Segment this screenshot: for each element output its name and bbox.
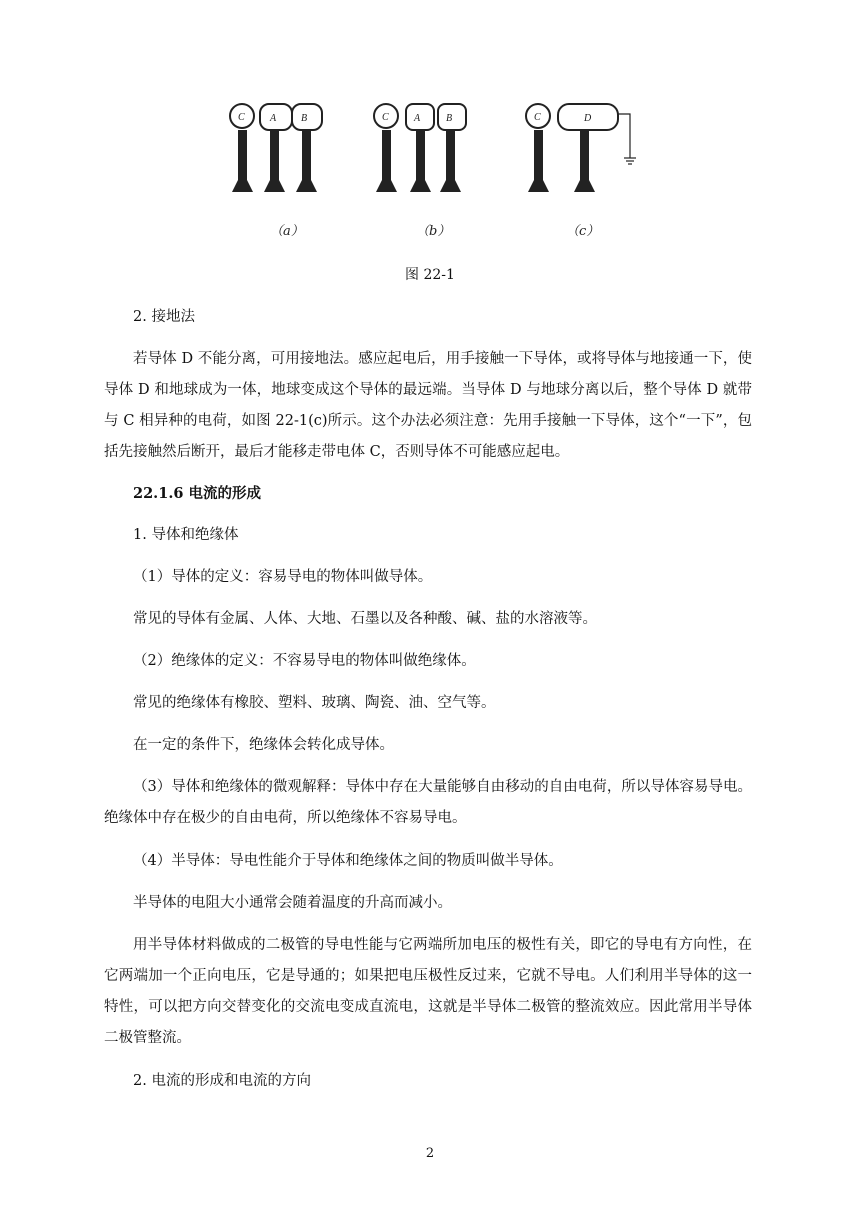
paragraph-3: （2）绝缘体的定义：不容易导电的物体叫做绝缘体。 bbox=[133, 653, 476, 669]
paragraph-ground: 若导体 D 不能分离，可用接地法。感应起电后，用手接触一下导体，或将导体与地接通一下，使导体 D 和地球成为一体，地球变成这个导体的最远端。当导体 D 与地球分离以后，整个导体 D 就带与 C 相异种的电荷，如图 22-1(c)所示。这个办法必须注意：先用手接触一下导体，这个“一下”，包括先接触然后断开，最后才能移走带电体 C，否则导体不可能感应起电。 bbox=[104, 351, 752, 460]
label-c: C bbox=[238, 112, 245, 123]
paragraph-9: 用半导体材料做成的二极管的导电性能与它两端所加电压的极性有关，即它的导电有方向性，在它两端加一个正向电压，它是导通的；如果把电压极性反过来，它就不导电。人们利用半导体的这一特性，可以把方向交替变化的交流电变成直流电，这就是半导体二极管的整流效应。因此常用半导体二极管整流。 bbox=[104, 937, 752, 1046]
figure-22-1-illustration bbox=[228, 100, 640, 196]
paragraph-5: 在一定的条件下，绝缘体会转化成导体。 bbox=[133, 737, 394, 753]
label-c: C bbox=[534, 112, 541, 123]
paragraph-1: （1）导体的定义：容易导电的物体叫做导体。 bbox=[133, 569, 433, 585]
paragraph-6: （3）导体和绝缘体的微观解释：导体中存在大量能够自由移动的自由电荷，所以导体容易导电。绝缘体中存在极少的自由电荷，所以绝缘体不容易导电。 bbox=[104, 779, 752, 826]
label-b: B bbox=[301, 113, 308, 124]
caption-c: （c） bbox=[566, 224, 600, 239]
paragraph-8: 半导体的电阻大小通常会随着温度的升高而减小。 bbox=[133, 895, 452, 911]
caption-b: （b） bbox=[416, 224, 451, 239]
paragraph-4: 常见的绝缘体有橡胶、塑料、玻璃、陶瓷、油、空气等。 bbox=[133, 695, 496, 711]
label-d: D bbox=[584, 113, 592, 124]
label-b: B bbox=[446, 113, 453, 124]
paragraph-7: （4）半导体：导电性能介于导体和绝缘体之间的物质叫做半导体。 bbox=[133, 853, 563, 869]
subheading-conductors: 1. 导体和绝缘体 bbox=[133, 527, 239, 543]
page-number: 2 bbox=[425, 1146, 435, 1161]
subheading-ground: 2. 接地法 bbox=[133, 309, 195, 325]
subheading-current-direction: 2. 电流的形成和电流的方向 bbox=[133, 1073, 311, 1089]
section-title: 22.1.6 电流的形成 bbox=[133, 485, 262, 502]
label-a: A bbox=[270, 113, 277, 124]
label-a: A bbox=[414, 113, 421, 124]
figure-title: 图 22-1 bbox=[405, 267, 455, 283]
label-c: C bbox=[382, 112, 389, 123]
caption-a: （a） bbox=[270, 224, 304, 239]
paragraph-2: 常见的导体有金属、人体、大地、石墨以及各种酸、碱、盐的水溶液等。 bbox=[133, 611, 597, 627]
